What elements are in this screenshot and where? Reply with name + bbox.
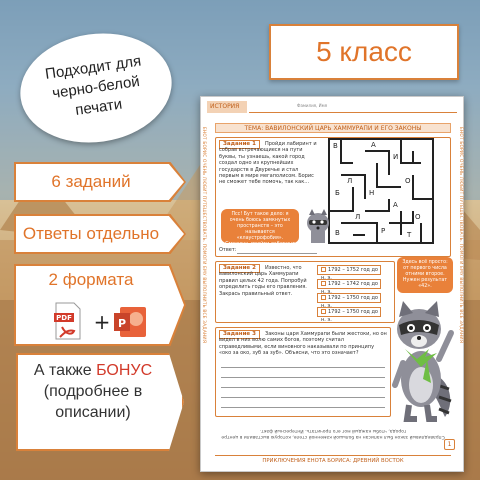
page-number: 1 [444, 439, 455, 450]
task3-text: Законы царя Хаммурапи были жестоки, но он видел в них волю самих богов, поэтому считал справедливыми, если виновного наказывали по принципу «око за око, зуб за зуб». Объясни, что это означает? [219, 331, 387, 357]
task3-answer-line [221, 377, 385, 378]
maze-letter: В [333, 142, 338, 150]
tasks-count-text: 6 заданий [51, 172, 131, 191]
side-text-left: ЕНОТ БОРИС ОЧЕНЬ ЛЮБИТ ПУТЕШЕСТВОВАТЬ. ПОМОГИ ЕМУ ВЫПОЛНИТЬ ВСЕ ЗАДАНИЯ [201, 127, 206, 344]
maze-letter: Л [347, 177, 353, 185]
raccoon-peek-illustration [305, 209, 331, 243]
option-label: 1792 – 1742 год до н. э. [321, 281, 378, 295]
bonus-prefix: А также [33, 362, 97, 379]
worksheet-preview [200, 96, 464, 472]
task2-hint-bubble: Здесь всё просто: от первого числа отними второе. Нужен результат «42». [397, 257, 453, 293]
task2-option[interactable] [317, 265, 381, 281]
maze [327, 137, 435, 245]
subject-label: ИСТОРИЯ [207, 101, 247, 113]
option-label: 1792 – 1750 год до н. э. [321, 309, 378, 323]
task2-option[interactable] [317, 307, 381, 323]
maze-letter: А [371, 141, 376, 149]
raccoon-mascot-illustration [391, 293, 457, 423]
grade-badge [269, 24, 459, 80]
task3-label: Задание 3 [219, 330, 260, 339]
task2-option[interactable] [317, 293, 381, 309]
powerpoint-icon [114, 307, 146, 337]
task1-answer-label: Ответ: [219, 247, 237, 253]
svg-text:P: P [117, 317, 127, 330]
bw-print-text: Подходит для черно-белой печати [44, 52, 143, 120]
option-checkbox[interactable] [321, 281, 326, 286]
header-line [249, 112, 457, 113]
maze-letter: И [393, 153, 399, 161]
task1-label: Задание 1 [219, 140, 260, 149]
task3-answer-line [221, 407, 385, 408]
option-checkbox[interactable] [321, 309, 326, 314]
task2-label: Задание 2 [219, 264, 260, 273]
name-field-label: Фамилия, Имя [297, 103, 328, 108]
maze-letter: В [335, 229, 340, 237]
maze-letter: Б [335, 189, 340, 197]
worksheet-footer: ПРИКЛЮЧЕНИЯ ЕНОТА БОРИСА: ДРЕВНИЙ ВОСТОК [215, 455, 451, 465]
option-label: 1792 – 1750 год до н. э. [321, 295, 378, 309]
task3-answer-line [221, 397, 385, 398]
format-icons [52, 301, 152, 341]
task2-text: Известно, что вавилонский царь Хаммурапи правил целых 42 года. Попробуй определить годы его правления. Закрась правильный ответ. [219, 265, 307, 297]
maze-letter: О [405, 177, 411, 185]
formats-text: 2 формата [48, 270, 134, 289]
task3-answer-line [221, 387, 385, 388]
maze-letter: Н [369, 189, 375, 197]
maze-letter: Р [381, 227, 386, 235]
grade-text: 5 класс [316, 36, 412, 67]
task2-option[interactable] [317, 279, 381, 295]
side-text-right: ЕНОТ БОРИС ОЧЕНЬ ЛЮБИТ ПУТЕШЕСТВОВАТЬ. ПОМОГИ ЕМУ ВЫПОЛНИТЬ ВСЕ ЗАДАНИЯ [458, 127, 463, 344]
maze-letter: Т [407, 231, 412, 239]
maze-letter: А [393, 201, 398, 209]
task1-answer-line [237, 253, 317, 254]
answers-text: Ответы отдельно [22, 224, 160, 243]
option-label: 1792 – 1752 год до н. э. [321, 267, 378, 281]
bonus-word: БОНУС [96, 362, 153, 379]
task1-text: Пройди лабиринт и собрав встречающиеся на пути буквы, ты узнаешь, какой город создал одно из крупнейших государств в Двуречье и стал первым в мире мегаполисом. Борис не сможет тебе помочь, так как... [219, 141, 317, 186]
option-checkbox[interactable] [321, 295, 326, 300]
flipped-fact-note: Справедливый закон был написан на большой каменной стеле, которую выставили в центре города, чтобы каждый мог его прочитать. Интересный факт. [221, 428, 445, 439]
task3-answer-line [221, 367, 385, 368]
maze-letter: Л [355, 213, 361, 221]
topic-bar: ТЕМА: ВАВИЛОНСКИЙ ЦАРЬ ХАММУРАПИ И ЕГО ЗАКОНЫ [215, 123, 451, 133]
maze-letter: О [415, 213, 421, 221]
bonus-text [18, 360, 168, 423]
option-checkbox[interactable] [321, 267, 326, 272]
svg-text:PDF: PDF [56, 314, 72, 322]
bonus-suffix: (подробнее в описании) [43, 383, 143, 421]
pdf-icon [54, 303, 80, 339]
plus-sign: + [93, 310, 111, 334]
task1-hint-bubble: Псс! Бут такое дело: я очень боюсь замкнутых пространств – это называется «клаустрофобия». Сможешь пройти лабиринт без меня? [221, 209, 299, 243]
worksheet-header [207, 101, 457, 113]
